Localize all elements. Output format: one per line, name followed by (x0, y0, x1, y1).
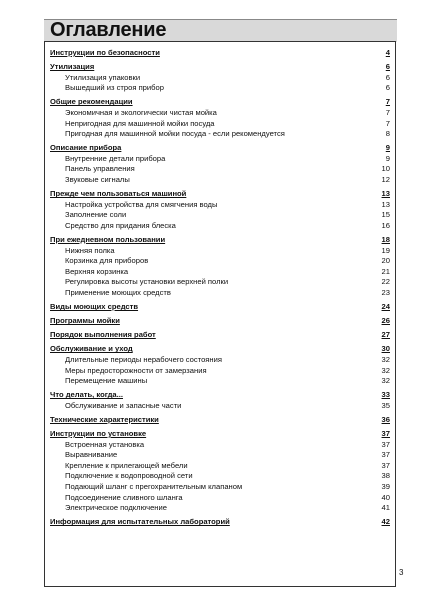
toc-heading-title: Общие рекомендации (50, 97, 133, 107)
toc-heading-title: Прежде чем пользоваться машиной (50, 189, 187, 199)
toc-entry[interactable] (50, 277, 392, 288)
toc-entry[interactable] (50, 119, 392, 130)
toc-heading-title: Утилизация (50, 62, 95, 72)
toc-section (50, 235, 392, 299)
toc-heading-title: Виды моющих средств (50, 302, 139, 312)
toc-entry-title: Подсоединение сливного шланга (65, 492, 183, 502)
toc-entry[interactable] (50, 482, 392, 493)
toc-entry-title: Перемещение машины (65, 376, 148, 386)
toc-heading-title: Инструкции по установке (50, 429, 147, 438)
toc-section (50, 97, 392, 139)
toc-entry-title: Длительные периоды нерабочего состояния (65, 354, 222, 364)
toc-entry[interactable] (50, 471, 392, 482)
toc-heading-title: Технические характеристики (50, 414, 159, 424)
toc-entry-title: Утилизация упаковки (65, 72, 141, 82)
toc-entry-title: Внутренние детали прибора (65, 153, 166, 163)
toc-entry-title: Заполнение соли (65, 210, 127, 220)
toc-heading-page: 42 (381, 517, 390, 527)
toc-entry[interactable] (50, 175, 392, 186)
toc-heading-page: 33 (381, 390, 390, 400)
toc-entry-title: Экономичная и экологически чистая мойка (65, 107, 217, 117)
table-of-contents (50, 48, 392, 531)
toc-heading-title: Информация для испытательных лабораторий (50, 517, 230, 527)
toc-entry-page: 9 (385, 153, 390, 163)
toc-entry-title: Крепление к прилегающей мебели (65, 460, 188, 470)
toc-heading-page: 7 (385, 97, 390, 107)
toc-heading-page: 13 (381, 189, 390, 199)
toc-section (50, 517, 392, 528)
toc-entry[interactable] (50, 366, 392, 377)
toc-heading-title: Что делать, когда... (50, 390, 123, 400)
toc-entry-title: Верхняя корзинка (65, 266, 129, 276)
toc-entry-page: 12 (381, 175, 390, 185)
toc-entry[interactable] (50, 401, 392, 412)
toc-entry[interactable] (50, 450, 392, 461)
toc-entry-title: Меры предосторожности от замерзания (65, 365, 207, 375)
toc-entry-title: Электрическое подключение (65, 503, 167, 513)
toc-entry[interactable] (50, 376, 392, 387)
toc-heading-title: Программы мойки (50, 316, 120, 326)
toc-heading-page: 6 (385, 62, 390, 72)
toc-entry-title: Звуковые сигналы (65, 175, 130, 185)
toc-entry-page: 20 (381, 256, 390, 266)
toc-heading[interactable] (50, 316, 392, 327)
toc-heading-title: Инструкции по безопасности (50, 48, 160, 57)
toc-entry-page: 32 (381, 354, 390, 364)
toc-entry[interactable] (50, 246, 392, 257)
toc-section (50, 302, 392, 313)
toc-heading-page: 24 (381, 302, 390, 312)
toc-entry[interactable] (50, 256, 392, 267)
toc-entry-page: 7 (385, 118, 390, 128)
toc-heading[interactable] (50, 429, 392, 440)
toc-entry[interactable] (50, 73, 392, 84)
toc-entry-title: Регулировка высоты установки верхней полки (65, 277, 229, 287)
toc-entry-page: 40 (381, 492, 390, 502)
toc-entry-title: Средство для придания блеска (65, 220, 176, 230)
toc-entry[interactable] (50, 83, 392, 94)
toc-heading-page: 27 (381, 330, 390, 340)
toc-entry-page: 39 (381, 481, 390, 491)
toc-section (50, 429, 392, 514)
toc-entry[interactable] (50, 129, 392, 140)
toc-section (50, 344, 392, 386)
toc-entry-page: 6 (385, 83, 390, 93)
toc-entry-title: Применение моющих средств (65, 287, 171, 297)
toc-entry-page: 15 (381, 210, 390, 220)
toc-entry[interactable] (50, 210, 392, 221)
toc-entry-page: 41 (381, 503, 390, 513)
toc-entry-title: Настройка устройства для смягчения воды (65, 199, 218, 209)
toc-entry[interactable] (50, 164, 392, 175)
toc-heading-title: Обслуживание и уход (50, 344, 133, 354)
toc-section (50, 316, 392, 327)
toc-entry[interactable] (50, 493, 392, 504)
toc-entry-title: Пригодная для машинной мойки посуда - если рекомендуется (65, 129, 285, 139)
toc-entry-page: 32 (381, 365, 390, 375)
toc-section (50, 62, 392, 94)
toc-entry-page: 21 (381, 266, 390, 276)
toc-entry-page: 13 (381, 199, 390, 209)
toc-entry-title: Подключение к водопроводной сети (65, 471, 193, 481)
toc-heading-title: При ежедневном пользовании (50, 235, 166, 244)
toc-entry-title: Панель управления (65, 164, 135, 174)
toc-entry-page: 37 (381, 439, 390, 449)
toc-entry-page: 32 (381, 376, 390, 386)
toc-entry[interactable] (50, 440, 392, 451)
toc-entry-page: 19 (381, 245, 390, 255)
toc-entry-title: Встроенная установка (65, 439, 145, 449)
toc-heading[interactable] (50, 48, 392, 59)
toc-heading-page: 9 (385, 143, 390, 153)
toc-entry[interactable] (50, 503, 392, 514)
toc-entry[interactable] (50, 288, 392, 299)
toc-entry[interactable] (50, 221, 392, 232)
toc-heading[interactable] (50, 302, 392, 313)
title-bar (44, 19, 397, 42)
toc-heading-title: Порядок выполнения работ (50, 330, 156, 340)
toc-entry-page: 37 (381, 460, 390, 470)
toc-heading-page: 18 (381, 235, 390, 244)
toc-section (50, 415, 392, 426)
toc-heading-page: 30 (381, 344, 390, 354)
toc-section (50, 189, 392, 231)
toc-entry-title: Нижняя полка (65, 245, 115, 255)
toc-section (50, 330, 392, 341)
toc-entry[interactable] (50, 108, 392, 119)
toc-entry-title: Выравнивание (65, 450, 118, 460)
toc-entry[interactable] (50, 154, 392, 165)
toc-heading-page: 36 (381, 414, 390, 424)
toc-entry-page: 8 (385, 129, 390, 139)
toc-heading[interactable] (50, 189, 392, 200)
toc-heading[interactable] (50, 143, 392, 154)
toc-entry-page: 38 (381, 471, 390, 481)
toc-heading[interactable] (50, 517, 392, 528)
toc-heading[interactable] (50, 390, 392, 401)
toc-heading-page: 26 (381, 316, 390, 326)
toc-entry-page: 35 (381, 400, 390, 410)
toc-entry[interactable] (50, 267, 392, 278)
page-number: 3 (399, 568, 404, 577)
toc-heading[interactable] (50, 97, 392, 108)
toc-entry[interactable] (50, 355, 392, 366)
page-title: Оглавление (50, 19, 167, 41)
toc-section (50, 143, 392, 185)
toc-entry-page: 23 (381, 287, 390, 297)
toc-entry-title: Вышедший из строя прибор (65, 83, 164, 93)
toc-entry-page: 7 (385, 107, 390, 117)
toc-entry-page: 6 (385, 72, 390, 82)
toc-heading-title: Описание прибора (50, 143, 122, 153)
toc-section (50, 390, 392, 411)
toc-entry-title: Подающий шланг с прегохранительным клапаном (65, 481, 243, 491)
toc-entry-page: 10 (381, 164, 390, 174)
toc-heading[interactable] (50, 62, 392, 73)
toc-entry-title: Обслуживание и запасные части (65, 400, 182, 410)
toc-heading[interactable] (50, 344, 392, 355)
toc-heading[interactable] (50, 415, 392, 426)
toc-entry-title: Непригодная для машинной мойки посуда (65, 118, 215, 128)
toc-heading[interactable] (50, 330, 392, 341)
toc-entry-title: Корзинка для приборов (65, 256, 149, 266)
toc-entry-page: 22 (381, 277, 390, 287)
toc-entry[interactable] (50, 461, 392, 472)
toc-heading[interactable] (50, 235, 392, 246)
toc-entry-page: 16 (381, 220, 390, 230)
toc-heading-page: 37 (381, 429, 390, 438)
toc-heading-page: 4 (385, 48, 390, 57)
toc-entry-page: 37 (381, 450, 390, 460)
toc-entry[interactable] (50, 200, 392, 211)
toc-section (50, 48, 392, 59)
